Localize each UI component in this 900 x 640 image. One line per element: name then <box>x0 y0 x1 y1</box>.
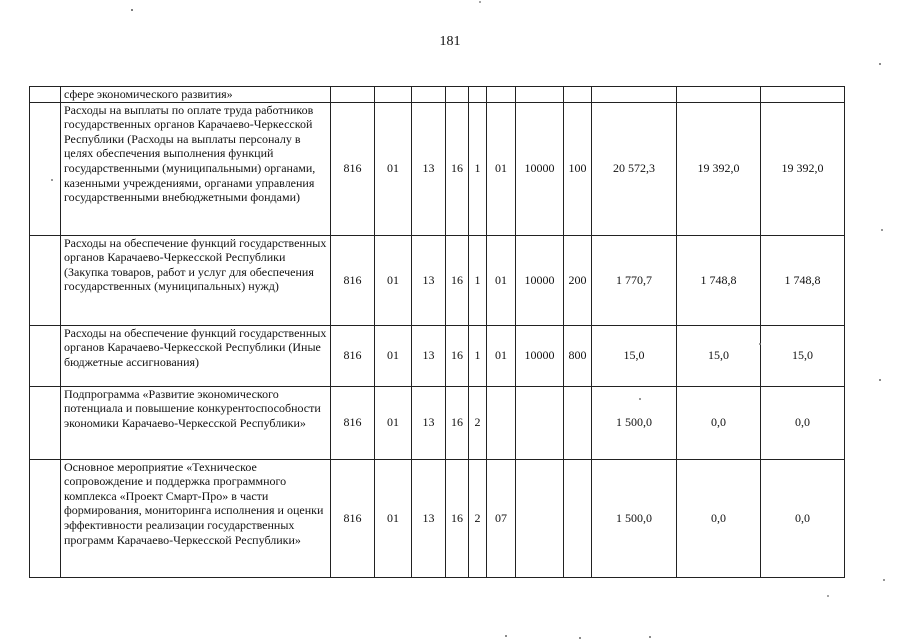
cell-cs3: 01 <box>487 235 516 325</box>
cell-cs4: 10000 <box>516 235 564 325</box>
cell-pr <box>412 87 446 103</box>
cell-cs2: 1 <box>469 102 487 235</box>
cell-y1 <box>592 87 677 103</box>
cell-gr <box>331 87 375 103</box>
cell-vr <box>564 87 592 103</box>
cell-cs2 <box>469 87 487 103</box>
cell-y2: 0,0 <box>677 459 761 577</box>
cell-vr <box>564 459 592 577</box>
cell-y1: 15,0 <box>592 325 677 386</box>
cell-y3: 0,0 <box>761 459 845 577</box>
cell-cs3 <box>487 87 516 103</box>
cell-cs2: 1 <box>469 235 487 325</box>
cell-y3: 0,0 <box>761 386 845 459</box>
cell-vr: 800 <box>564 325 592 386</box>
cell-y3: 15,0 <box>761 325 845 386</box>
row-number-cell <box>30 87 61 103</box>
cell-cs3: 01 <box>487 102 516 235</box>
cell-cs1 <box>446 87 469 103</box>
cell-y2: 1 748,8 <box>677 235 761 325</box>
cell-rz: 01 <box>375 325 412 386</box>
cell-y2: 19 392,0 <box>677 102 761 235</box>
cell-y3: 19 392,0 <box>761 102 845 235</box>
cell-cs1: 16 <box>446 102 469 235</box>
cell-pr: 13 <box>412 235 446 325</box>
budget-table <box>29 86 845 578</box>
cell-rz: 01 <box>375 102 412 235</box>
expense-name-cell: Подпрограмма «Развитие экономического потенциала и повышение конкурентоспособности экономики Карачаево-Черкесской Республики» <box>61 386 331 459</box>
cell-pr: 13 <box>412 459 446 577</box>
cell-cs1: 16 <box>446 386 469 459</box>
cell-rz: 01 <box>375 235 412 325</box>
cell-cs2: 2 <box>469 459 487 577</box>
cell-y1: 1 770,7 <box>592 235 677 325</box>
table-row <box>30 459 845 577</box>
cell-cs3 <box>487 386 516 459</box>
cell-vr: 100 <box>564 102 592 235</box>
row-number-cell <box>30 102 61 235</box>
table-row <box>30 325 845 386</box>
cell-cs4: 10000 <box>516 325 564 386</box>
cell-cs1: 16 <box>446 459 469 577</box>
cell-y2 <box>677 87 761 103</box>
cell-vr <box>564 386 592 459</box>
row-number-cell <box>30 325 61 386</box>
cell-y2: 0,0 <box>677 386 761 459</box>
cell-cs4 <box>516 459 564 577</box>
cell-y3: 1 748,8 <box>761 235 845 325</box>
table-row <box>30 102 845 235</box>
cell-cs2: 1 <box>469 325 487 386</box>
cell-cs4 <box>516 87 564 103</box>
cell-cs3: 07 <box>487 459 516 577</box>
cell-pr: 13 <box>412 325 446 386</box>
cell-y3 <box>761 87 845 103</box>
cell-y1: 1 500,0 <box>592 459 677 577</box>
table-row <box>30 235 845 325</box>
cell-rz: 01 <box>375 459 412 577</box>
cell-vr: 200 <box>564 235 592 325</box>
cell-cs1: 16 <box>446 325 469 386</box>
cell-cs4 <box>516 386 564 459</box>
cell-gr: 816 <box>331 235 375 325</box>
cell-gr: 816 <box>331 386 375 459</box>
cell-cs3: 01 <box>487 325 516 386</box>
cell-y2: 15,0 <box>677 325 761 386</box>
cell-pr: 13 <box>412 102 446 235</box>
cell-rz: 01 <box>375 386 412 459</box>
row-number-cell <box>30 235 61 325</box>
cell-cs4: 10000 <box>516 102 564 235</box>
expense-name-cell: Основное мероприятие «Техническое сопровождение и поддержка программного комплекса «Проект Смарт-Про» в части формирования, мониторинга исполнения и оценки эффективности реализации государственных программ Карачаево-Черкесской Республики» <box>61 459 331 577</box>
row-number-cell <box>30 459 61 577</box>
table-row <box>30 386 845 459</box>
expense-name-cell: Расходы на выплаты по оплате труда работников государственных органов Карачаево-Черкесской Республики (Расходы на выплаты персоналу в целях обеспечения выполнения функций государственными (муниципальными) органами, казенными учреждениями, органами управления государственными внебюджетными фондами) <box>61 102 331 235</box>
cell-cs1: 16 <box>446 235 469 325</box>
expense-name-cell: Расходы на обеспечение функций государственных органов Карачаево-Черкесской Республики (Иные бюджетные ассигнования) <box>61 325 331 386</box>
cell-gr: 816 <box>331 102 375 235</box>
cell-y1: 1 500,0 <box>592 386 677 459</box>
row-number-cell <box>30 386 61 459</box>
cell-gr: 816 <box>331 459 375 577</box>
cell-pr: 13 <box>412 386 446 459</box>
table-row <box>30 87 845 103</box>
expense-name-cell: Расходы на обеспечение функций государственных органов Карачаево-Черкесской Республики (Закупка товаров, работ и услуг для обеспечения государственных (муниципальных) нужд) <box>61 235 331 325</box>
cell-y1: 20 572,3 <box>592 102 677 235</box>
expense-name-cell: сфере экономического развития» <box>61 87 331 103</box>
page-number: 181 <box>439 34 461 49</box>
cell-cs2: 2 <box>469 386 487 459</box>
cell-rz <box>375 87 412 103</box>
cell-gr: 816 <box>331 325 375 386</box>
